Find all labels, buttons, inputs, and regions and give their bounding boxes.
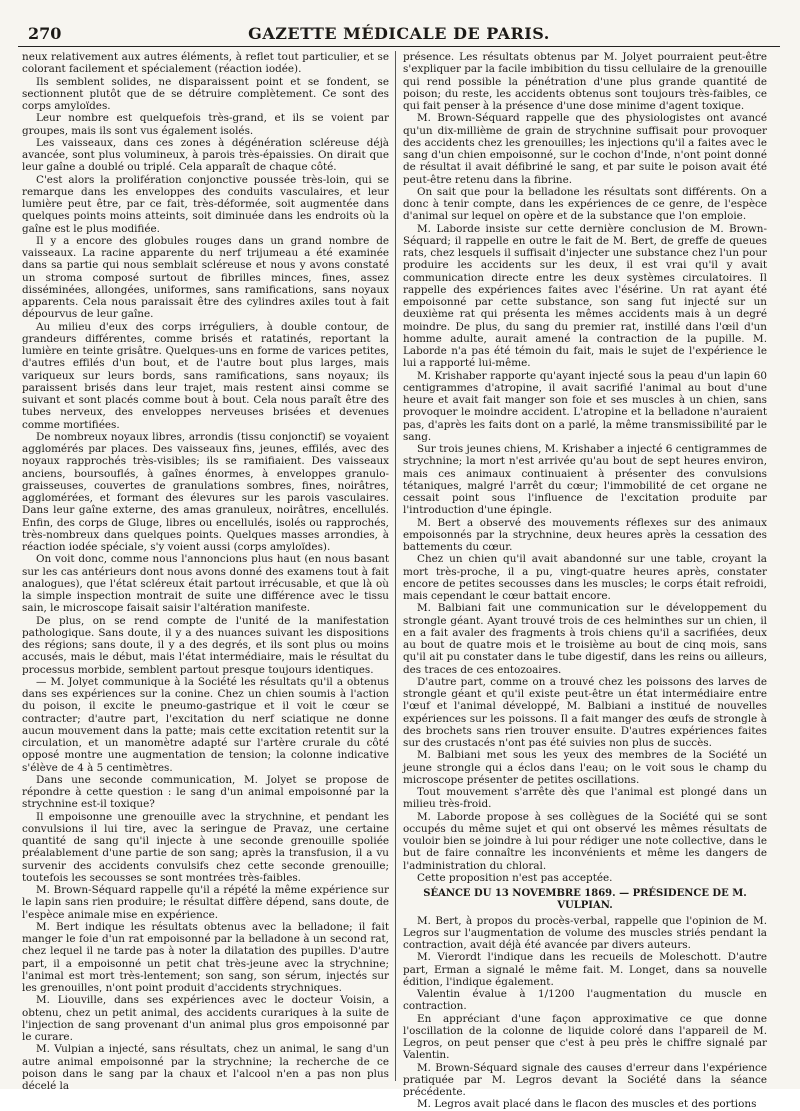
paragraph: Il y a encore des globules rouges dans un grand nombre de vaisseaux. La racine apparente du nerf trijumeau a été examinée dans sa partie qui nous semblait scléreuse et nous y avons constaté un stroma composé surtout de fibrilles minces, fines, assez disséminées, allongées, uniformes, sans ramifications, sans noyaux apparents. Cela nous paraissait être des cylindres axiles tout à fait dépourvus de leur gaîne. [22, 234, 389, 321]
paragraph: Tout mouvement s'arrête dès que l'animal est plongé dans un milieu très-froid. [403, 786, 767, 811]
paragraph: présence. Les résultats obtenus par M. Jolyet pourraient peut-être s'expliquer par la facile imbibition du tissu cellulaire de la grenouille qui rend possible la pénétration d'une plus grande quantité de poison; du reste, les accidents obtenus sont toujours très-faibles, ce qui fait penser à la présence d'une dose minime d'agent toxique. [403, 51, 767, 112]
left-column [22, 51, 389, 1092]
paragraph: Cette proposition n'est pas acceptée. [417, 871, 613, 884]
paragraph: Au milieu d'eux des corps irréguliers, à double contour, de grandeurs différentes, comme brisés et ratatinés, reportant la lumière en teinte grisâtre. Quelques-uns en forme de varices petites, d'autres effilés d'un bout, et de l'autre bout plus larges, mais variqueux sur leurs bords, sans ramifications, sans noyaux; ils paraissent brisés dans leur trajet, mais restent ainsi comme se suivant et sont placés comme bout à bout. Cela nous paraît être des tubes nerveux, des enveloppes nerveuses brisées et devenues comme mortifiées. [22, 320, 389, 431]
paragraph: M. Balbiani met sous les yeux des membres de la Société un jeune strongle qui a éclos dans l'eau; on le voit sous le champ du microscope présenter de petites oscillations. [403, 749, 767, 786]
paragraph: M. Balbiani fait une communication sur le développement du strongle géant. Ayant trouvé trois de ces helminthes sur un chien, il en a fait avaler des fragments à trois chiens qu'il a sacrifiées, deux au bout de quatre mois et le troisième au bout de cinq mois, sans qu'il ait pu constater dans le tube digestif, dans les reins ou ailleurs, des traces de ces entozoaires. [403, 602, 767, 676]
column-divider [395, 51, 396, 1081]
paragraph: Les vaisseaux, dans ces zones à dégénération scléreuse déjà avancée, sont plus volumineux, à parois très-épaissies. On dirait que leur gaîne a doublé ou triplé. Cela apparaît de chaque côté. [22, 136, 389, 174]
header-rule [18, 46, 780, 47]
paragraph: M. Bert indique les résultats obtenus avec la belladone; il fait manger le foie d'un rat empoisonné par la belladone à un second rat, chez lequel il ne tarde pas à noter la dilatation des pupilles. D'autre part, il a empoisonné un petit chat très-jeune avec la strychnine; l'animal est mort très-lentement; son sang, son sérum, injectés sur les grenouilles, n'ont point produit d'accidents strychniques. [22, 920, 389, 994]
paragraph: De nombreux noyaux libres, arrondis (tissu conjonctif) se voyaient agglomérés par places. Des vaisseaux fins, jeunes, effilés, avec des noyaux rapprochés très-visibles; ils se ramifiaient. Des vaisseaux anciens, boursouflés, à gaînes énormes, à enveloppes granulo-graisseuses, couvertes de granulations sombres, fines, noirâtres, agglomérées, et formant des élevures sur les parois vasculaires. Dans leur gaîne externe, des amas granuleux, noirâtres, encellulés. Enfin, des corps de Gluge, libres ou encellulés, isolés ou rapprochés, très-nombreux dans quelques points. Quelques masses arrondies, à réaction iodée spéciale, s'y voient aussi (corps amyloïdes). [22, 430, 389, 553]
paragraph: M. Liouville, dans ses expériences avec le docteur Voisin, a obtenu, chez un petit animal, des accidents curariques à la suite de l'injection de sang provenant d'un animal plus gros empoisonné par le curare. [22, 994, 389, 1043]
paragraph: M. Brown-Séquard rappelle que des physiologistes ont avancé qu'un dix-millième de grain de strychnine suffisait pour provoquer des accidents chez les grenouilles; les injections qu'il a faites avec le sang d'un chien empoisonné, sur le cochon d'Inde, n'ont point donné de résultat il avait défibriné le sang, et par suite le poison avait été peut-être retenu dans la fibrine. [403, 112, 767, 186]
paragraph: C'est alors la prolifération conjonctive poussée très-loin, qui se remarque dans les enveloppes des conduits vasculaires, et leur lumière peut être, par ce fait, très-déformée, soit augmentée dans quelques points moins atteints, soit diminuée dans les endroits où la gaîne est le plus modifiée. [22, 173, 389, 235]
paragraph: M. Brown-Séquard signale des causes d'erreur dans l'expérience pratiquée par M. Legros devant la Société dans la séance précédente. [403, 1061, 767, 1098]
paragraph: De plus, on se rend compte de l'unité de la manifestation pathologique. Sans doute, il y a des nuances suivant les dispositions des régions; sans doute, il y a des degrés, et ils sont plus ou moins accusés, mais le début, mais l'état intermédiaire, mais le résultat du processus morbide, semblent partout presque toujours identiques. [22, 614, 389, 676]
paragraph: — M. Jolyet communique à la Société les résultats qu'il a obtenus dans ses expériences sur la conine. Chez un chien soumis à l'action du poison, il excite le pneumo-gastrique et il voit le cœur se contracter; d'autre part, l'excitation du nerf sciatique ne donne aucun mouvement dans la patte; mais cette excitation retentit sur la circulation, et un manomètre adapté sur l'artère crurale du côté opposé montre une augmentation de tension; la colonne indicative s'élève de 4 à 5 centimètres. [22, 675, 389, 774]
paragraph: Valentin évalue à 1/1200 l'augmentation du muscle en contraction. [403, 988, 767, 1013]
paragraph: Ils semblent solides, ne disparaissent point et se fondent, se sectionnent plutôt que de se détruire complètement. Ce sont des corps amyloïdes. [22, 75, 389, 112]
paragraph: M. Bert, à propos du procès-verbal, rappelle que l'opinion de M. Legros sur l'augmentation de volume des muscles striés pendant la contraction, avait déjà été avancée par divers auteurs. [403, 914, 767, 951]
paragraph: neux relativement aux autres éléments, à reflet tout particulier, et se colorant facilement et spécialement (réaction iodée). [22, 51, 389, 76]
paragraph: M. Laborde insiste sur cette dernière conclusion de M. Brown-Séquard; il rappelle en outre le fait de M. Bert, de greffe de queues rats, chez lesquels il suffisait d'injecter une substance chez l'un pour produire les accidents sur les deux, il est vrai qu'il y avait communication directe entre les deux systèmes circulatoires. Il rappelle des expériences faites avec l'ésérine. Un rat ayant été empoisonné par cette substance, son sang fut injecté sur un deuxième rat qui présenta les mêmes accidents mais à un degré moindre. De plus, du sang du premier rat, instillé dans l'œil d'un homme adulte, aurait amené la contraction de la pupille. M. Laborde n'a pas été témoin du fait, mais le sujet de l'expérience le lui a rapporté lui-même. [403, 222, 767, 370]
paragraph: On voit donc, comme nous l'annoncions plus haut (en nous basant sur les cas antérieurs dont nous avons donné des examens tout à fait analogues), que l'état scléreux était partout irrécusable, et que là où la simple inspection montrait de suite une différence avec le tissu sain, le microscope faisait saisir l'altération manifeste. [22, 553, 389, 615]
paragraph: M. Brown-Séquard rappelle qu'il a répété la même expérience sur le lapin sans rien produire; le résultat diffère dépend, sans doute, de l'espèce animale mise en expérience. [22, 884, 389, 921]
section-heading: SÉANCE DU 13 NOVEMBRE 1869. — PRÉSIDENCE DE M. VULPIAN. [423, 888, 747, 912]
paragraph: M. Vierordt l'indique dans les recueils de Moleschott. D'autre part, Erman a signalé le même fait. M. Longet, dans sa nouvelle édition, l'indique également. [403, 951, 767, 988]
paragraph: D'autre part, comme on a trouvé chez les poissons des larves de strongle géant et qu'il existe peut-être un état intermédiaire entre l'œuf et l'animal développé, M. Balbiani a institué de nouvelles expériences sur les poissons. Il a fait manger des œufs de strongle à des brochets sans rien trouver ensuite. D'autres expériences faites sur des crustacés n'ont pas été suivies non plus de succès. [403, 675, 767, 749]
paragraph: M. Legros avait placé dans le flacon des muscles et des portions [417, 1098, 757, 1111]
paragraph: Chez un chien qu'il avait abandonné sur une table, croyant la mort très-proche, il a pu, vingt-quatre heures après, constater encore de petites secousses dans les muscles; le corps était refroidi, mais cependant le cœur battait encore. [403, 553, 767, 602]
journal-title: GAZETTE MÉDICALE DE PARIS. [248, 24, 550, 43]
paragraph: M. Vulpian a injecté, sans résultats, chez un animal, le sang d'un autre animal empoisonné par la strychnine; la recherche de ce poison dans le sang par la chaux et l'alcool n'en a pas non plus décelé la [22, 1043, 389, 1092]
paragraph: Il empoisonne une grenouille avec la strychnine, et pendant les convulsions il lui tire, avec la seringue de Pravaz, une certaine quantité de sang qu'il injecte à une seconde grenouille spoliée préalablement d'une partie de son sang; après la transfusion, il a vu survenir des accidents convulsifs chez cette seconde grenouille; toutefois les secousses se sont montrées très-faibles. [22, 810, 389, 884]
right-column [403, 51, 767, 1111]
paragraph: M. Krishaber rapporte qu'ayant injecté sous la peau d'un lapin 60 centigrammes d'atropine, il avait sacrifié l'animal au bout d'une heure et avait fait manger son foie et ses muscles à un chien, sans provoquer le moindre accident. L'atropine et la belladone n'auraient pas, d'après les faits dont on a parlé, la même transmissibilité par le sang. [403, 369, 767, 443]
page-number: 270 [28, 24, 62, 43]
paragraph: Leur nombre est quelquefois très-grand, et ils se voient par groupes, mais ils sont vus également isolés. [22, 112, 389, 137]
paragraph: M. Bert a observé des mouvements réflexes sur des animaux empoisonnés par la strychnine, deux heures après la cessation des battements du cœur. [403, 516, 767, 553]
paragraph: Sur trois jeunes chiens, M. Krishaber a injecté 6 centigrammes de strychnine; la mort n'est arrivée qu'au bout de sept heures environ, mais ces animaux continuaient à présenter des convulsions tétaniques, malgré l'arrêt du cœur; l'immobilité de cet organe ne cessait point sous l'influence de l'excitation produite par l'introduction d'une épingle. [403, 443, 767, 517]
paragraph: On sait que pour la belladone les résultats sont différents. On a donc à tenir compte, dans les expériences de ce genre, de l'espèce d'animal sur lequel on opère et de la substance que l'on emploie. [403, 185, 767, 223]
paragraph: M. Laborde propose à ses collègues de la Société qui se sont occupés du même sujet et qui ont observé les mêmes résultats de vouloir bien se joindre à lui pour rédiger une note collective, dans le but de faire connaître les inconvénients et même les dangers de l'administration du chloral. [403, 810, 767, 872]
page-header [20, 20, 778, 44]
paragraph: En appréciant d'une façon approximative ce que donne l'oscillation de la colonne de liquide coloré dans l'appareil de M. Legros, on peut penser que c'est à peu près le chiffre signalé par Valentin. [403, 1012, 767, 1062]
paragraph: Dans une seconde communication, M. Jolyet se propose de répondre à cette question : le sang d'un animal empoisonné par la strychnine est-il toxique? [22, 773, 389, 811]
